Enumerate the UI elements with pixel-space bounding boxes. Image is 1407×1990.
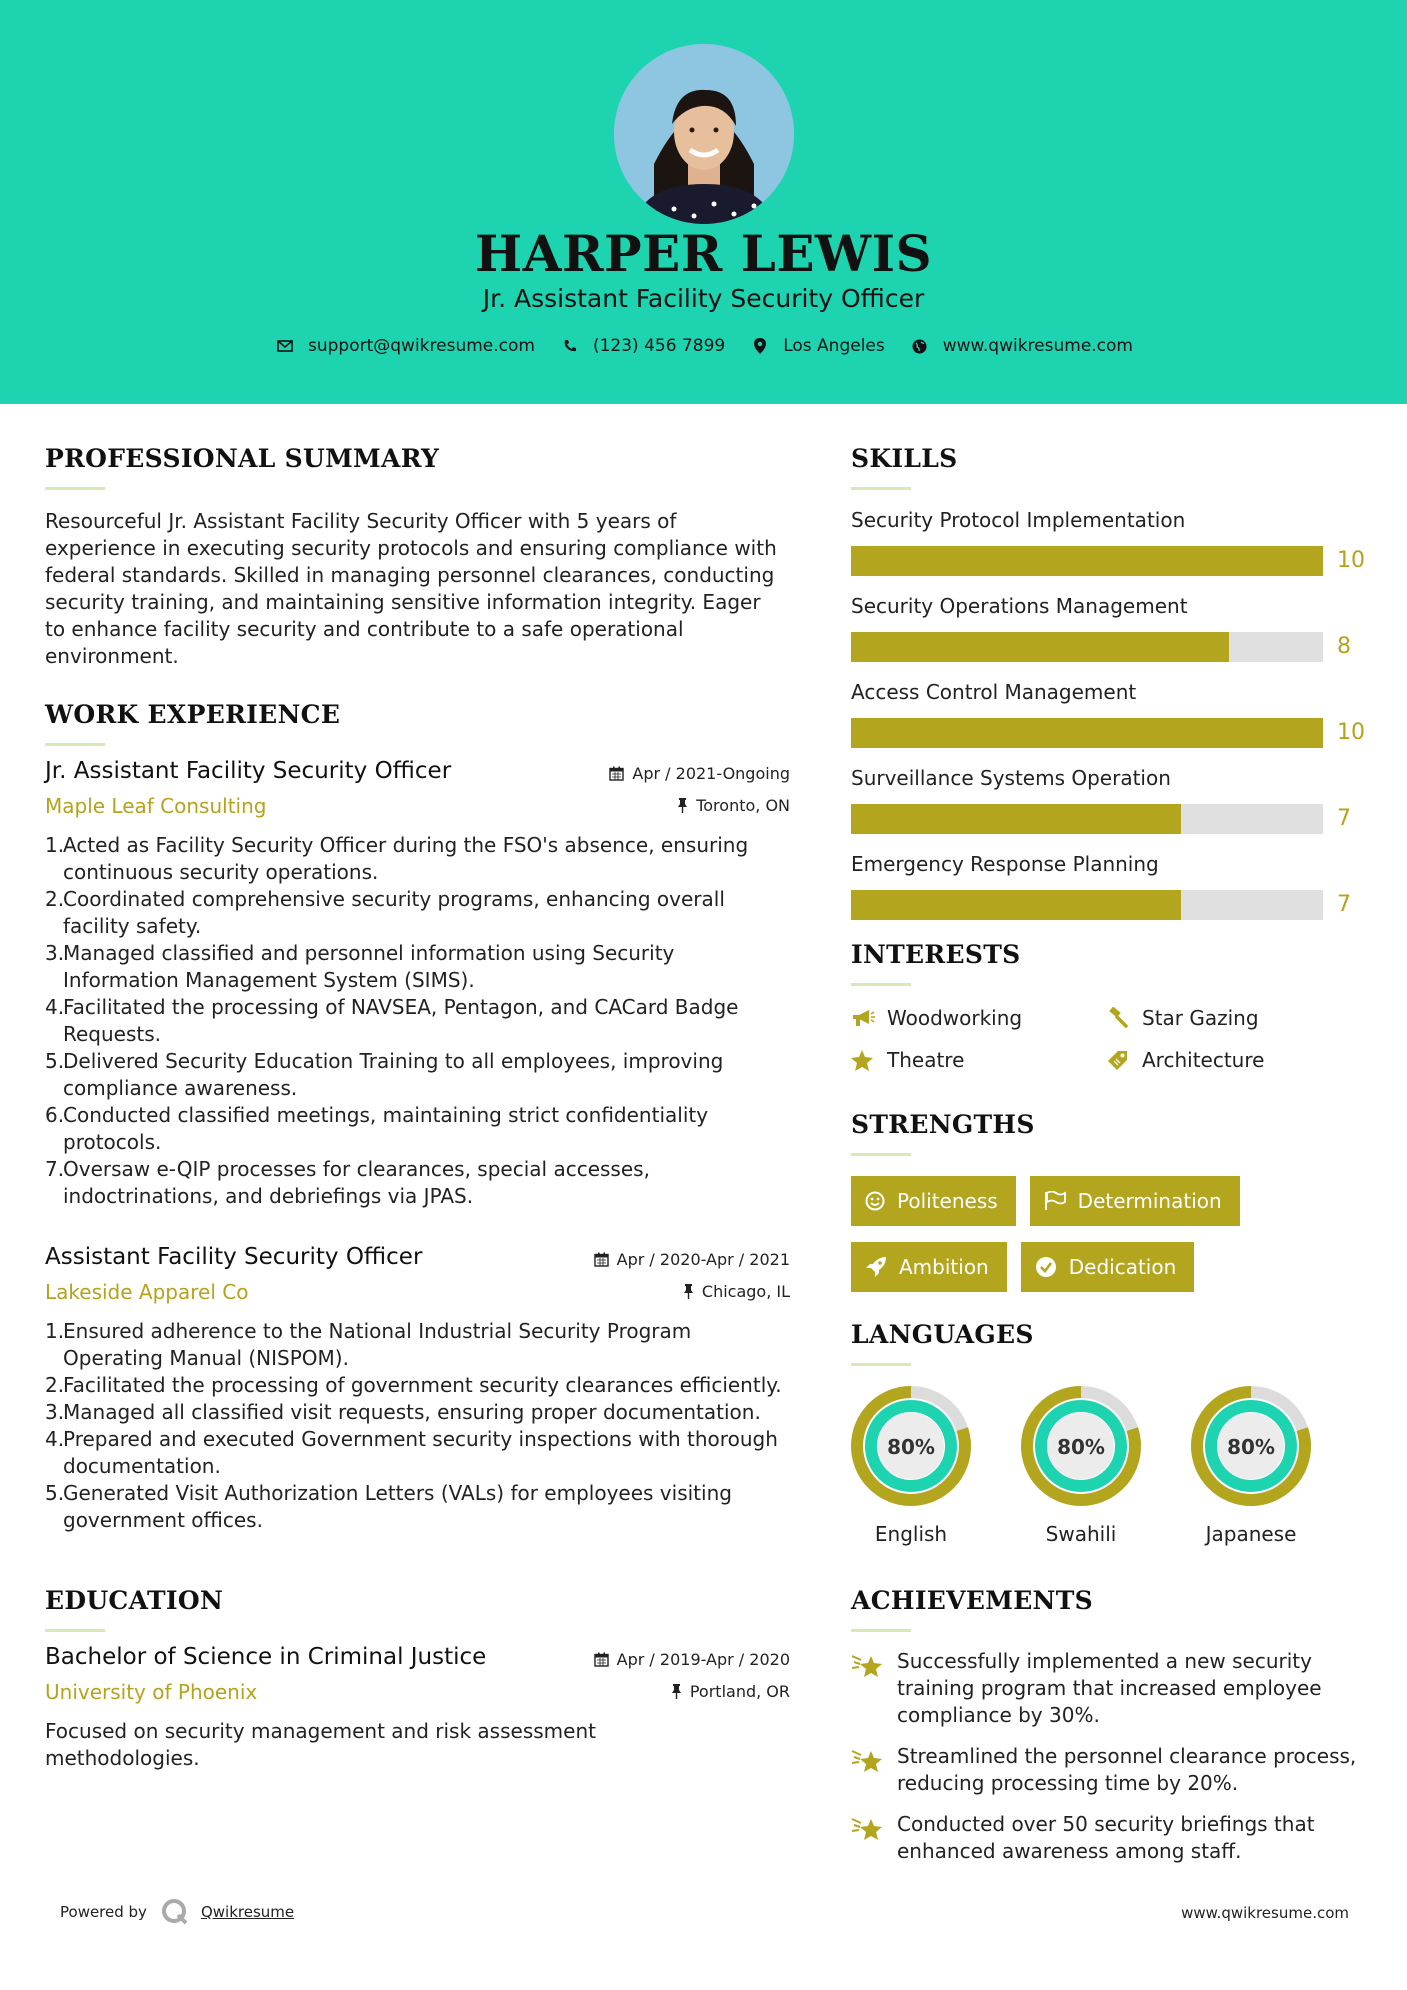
skill-bar-fill: [851, 890, 1181, 920]
section-divider: [851, 1363, 911, 1366]
shooting-star-icon: [851, 1811, 897, 1841]
education-entry: [45, 1644, 790, 1772]
skill-name: Security Protocol Implementation: [851, 508, 1186, 532]
phone-icon: [559, 339, 581, 353]
skill-value: 10: [1337, 720, 1365, 745]
job-date: Apr / 2021-Ongoing: [609, 764, 790, 783]
language-item: [1021, 1386, 1141, 1546]
left-column: [45, 444, 790, 1772]
language-ring: [1021, 1386, 1141, 1506]
job-location: Chicago, IL: [683, 1282, 790, 1301]
interest-item: Theatre: [851, 1048, 1106, 1072]
skill-bar-track: [851, 890, 1323, 920]
language-name: English: [874, 1522, 948, 1546]
skill-name: Access Control Management: [851, 680, 1137, 704]
interests-grid: [851, 1006, 1361, 1072]
contact-location: [749, 336, 885, 356]
achievement-item: Streamlined the personnel clearance process, reducing processing time by 20%.: [851, 1743, 1361, 1797]
skill-bar-fill: [851, 546, 1323, 576]
contact-website[interactable]: [909, 336, 1133, 356]
achievements-title: ACHIEVEMENTS: [851, 1586, 1093, 1615]
job-bullets: [45, 1318, 790, 1534]
list-item: Ensured adherence to the National Industrial Security Program Operating Manual (NISPOM).: [63, 1319, 692, 1370]
skill-value: 10: [1337, 548, 1365, 573]
profile-photo: [614, 44, 794, 224]
skill-bar: [851, 632, 1361, 662]
strength-badge: Ambition: [851, 1242, 1007, 1292]
skill-value: 7: [1337, 806, 1351, 831]
list-item: Managed classified and personnel information using Security Information Management System (SIMS).: [63, 941, 675, 992]
language-name: Swahili: [1045, 1522, 1117, 1546]
qwikresume-logo-icon: [161, 1898, 189, 1926]
skill-value: 7: [1337, 892, 1351, 917]
degree-title: Bachelor of Science in Criminal Justice: [45, 1644, 487, 1670]
strengths-list: [851, 1176, 1361, 1292]
powered-by: [60, 1898, 294, 1926]
calendar-icon: [609, 766, 624, 781]
contact-bar: [0, 336, 1407, 356]
strength-badge: Politeness: [851, 1176, 1016, 1226]
education-text: Focused on security management and risk assessment methodologies.: [45, 1719, 596, 1770]
education-location: Portland, OR: [671, 1682, 790, 1701]
skill-bar: [851, 718, 1365, 748]
contact-phone-text: (123) 456 7899: [592, 336, 726, 356]
education-section: [45, 1586, 790, 1772]
list-item: Delivered Security Education Training to all employees, improving compliance awareness.: [63, 1049, 724, 1100]
skill-bar-track: [851, 632, 1323, 662]
job-bullets: [45, 832, 790, 1210]
list-item: Conducted classified meetings, maintaining strict confidentiality protocols.: [63, 1103, 709, 1154]
language-ring: [1191, 1386, 1311, 1506]
qwikresume-link[interactable]: Qwikresume: [200, 1903, 295, 1921]
school-name: University of Phoenix: [45, 1680, 258, 1704]
skill-bar: [851, 804, 1361, 834]
globe-icon: [909, 339, 931, 354]
strengths-section: [851, 1110, 1361, 1292]
achievements-list: [851, 1648, 1361, 1865]
skill-name: Security Operations Management: [851, 594, 1188, 618]
list-item: Oversaw e-QIP processes for clearances, special accesses, indoctrinations, and debriefings via JPAS.: [63, 1157, 650, 1208]
language-percent: 80%: [1227, 1435, 1275, 1459]
resume-header: [0, 0, 1407, 404]
section-divider: [851, 1153, 911, 1156]
megaphone-icon: [851, 1008, 887, 1028]
map-pin-icon: [749, 338, 771, 354]
contact-email[interactable]: [274, 336, 535, 356]
calendar-icon: [594, 1252, 609, 1267]
calendar-icon: [594, 1652, 609, 1667]
pushpin-icon: [677, 798, 688, 813]
language-percent: 80%: [887, 1435, 935, 1459]
skill-value: 8: [1337, 634, 1351, 659]
language-percent: 80%: [1057, 1435, 1105, 1459]
skills-section: [851, 444, 1365, 920]
strength-badge: Determination: [1030, 1176, 1240, 1226]
flag-icon: [1044, 1191, 1066, 1211]
contact-location-text: Los Angeles: [783, 336, 885, 356]
skill-name: Emergency Response Planning: [851, 852, 1159, 876]
section-divider: [851, 487, 911, 490]
achievement-item: Successfully implemented a new security training program that increased employee compliance by 30%.: [851, 1648, 1361, 1729]
star-icon: [851, 1050, 887, 1071]
skill-bar-fill: [851, 718, 1323, 748]
job-title: Assistant Facility Security Officer: [45, 1244, 423, 1270]
shooting-star-icon: [851, 1648, 897, 1678]
job-location: Toronto, ON: [677, 796, 790, 815]
powered-by-text: Powered by: [60, 1903, 147, 1921]
footer-url[interactable]: www.qwikresume.com: [1181, 1904, 1349, 1922]
section-divider: [45, 487, 105, 490]
interests-section: [851, 940, 1361, 1072]
smile-icon: [865, 1191, 885, 1211]
interest-item: Star Gazing: [1106, 1006, 1361, 1030]
skill-name: Surveillance Systems Operation: [851, 766, 1171, 790]
list-item: Managed all classified visit requests, ensuring proper documentation.: [63, 1400, 761, 1424]
languages-title: LANGUAGES: [851, 1320, 1034, 1349]
job-entry: [45, 758, 790, 1210]
section-divider: [45, 743, 105, 746]
tag-icon: [1106, 1049, 1142, 1071]
candidate-name: HARPER LEWIS: [474, 224, 933, 283]
summary-text: Resourceful Jr. Assistant Facility Security Officer with 5 years of experience in executing security protocols and ensuring compliance with federal standards. Skilled in managing personnel clearances, conducting security training, and maintaining sensitive information integrity. Eager to enhance facility security and contribute to a safe operational environment.: [45, 509, 777, 668]
company-name: Lakeside Apparel Co: [45, 1280, 249, 1304]
language-item: [1191, 1386, 1311, 1546]
skills-list: [851, 508, 1365, 920]
skill-bar-track: [851, 804, 1323, 834]
envelope-icon: [274, 340, 296, 352]
list-item: Generated Visit Authorization Letters (VALs) for employees visiting government offices.: [63, 1481, 732, 1532]
section-divider: [851, 983, 911, 986]
skill-bar: [851, 890, 1361, 920]
job-title: Jr. Assistant Facility Security Officer: [45, 758, 452, 784]
shooting-star-icon: [851, 1743, 897, 1773]
contact-email-text: support@qwikresume.com: [308, 336, 535, 356]
rocket-icon: [865, 1256, 887, 1278]
right-column: [851, 444, 1365, 1879]
skill-bar-track: [851, 718, 1323, 748]
experience-section: [45, 700, 790, 1534]
section-divider: [851, 1629, 911, 1632]
interest-item: Woodworking: [851, 1006, 1106, 1030]
pushpin-icon: [683, 1284, 694, 1299]
skill-bar-track: [851, 546, 1323, 576]
experience-title: WORK EXPERIENCE: [45, 700, 341, 729]
interests-title: INTERESTS: [851, 940, 1021, 969]
language-ring: [851, 1386, 971, 1506]
check-circle-icon: [1035, 1256, 1057, 1278]
education-title: EDUCATION: [45, 1586, 224, 1615]
languages-section: [851, 1320, 1361, 1546]
company-name: Maple Leaf Consulting: [45, 794, 267, 818]
section-divider: [45, 1629, 105, 1632]
languages-list: [851, 1386, 1361, 1546]
summary-title: PROFESSIONAL SUMMARY: [45, 444, 440, 473]
interest-item: Architecture: [1106, 1048, 1361, 1072]
education-date: Apr / 2019-Apr / 2020: [594, 1650, 790, 1669]
language-name: Japanese: [1205, 1522, 1297, 1546]
skills-title: SKILLS: [851, 444, 958, 473]
job-date: Apr / 2020-Apr / 2021: [594, 1250, 790, 1269]
list-item: Facilitated the processing of government security clearances efficiently.: [63, 1373, 782, 1397]
strength-badge: Dedication: [1021, 1242, 1195, 1292]
list-item: Coordinated comprehensive security programs, enhancing overall facility safety.: [63, 887, 725, 938]
summary-section: [45, 444, 790, 670]
contact-phone[interactable]: [559, 336, 725, 356]
job-entry: [45, 1244, 790, 1534]
gavel-icon: [1106, 1007, 1142, 1029]
list-item: Facilitated the processing of NAVSEA, Pentagon, and CACard Badge Requests.: [63, 995, 739, 1046]
skill-bar-fill: [851, 632, 1229, 662]
contact-website-text: www.qwikresume.com: [942, 336, 1133, 356]
achievements-section: [851, 1586, 1361, 1865]
strengths-title: STRENGTHS: [851, 1110, 1035, 1139]
list-item: Prepared and executed Government security inspections with thorough documentation.: [63, 1427, 778, 1478]
achievement-item: Conducted over 50 security briefings that enhanced awareness among staff.: [851, 1811, 1361, 1865]
list-item: Acted as Facility Security Officer during the FSO's absence, ensuring continuous security operations.: [63, 833, 749, 884]
skill-bar-fill: [851, 804, 1181, 834]
language-item: [851, 1386, 971, 1546]
candidate-role: Jr. Assistant Facility Security Officer: [482, 284, 925, 313]
skill-bar: [851, 546, 1365, 576]
pushpin-icon: [671, 1684, 682, 1699]
